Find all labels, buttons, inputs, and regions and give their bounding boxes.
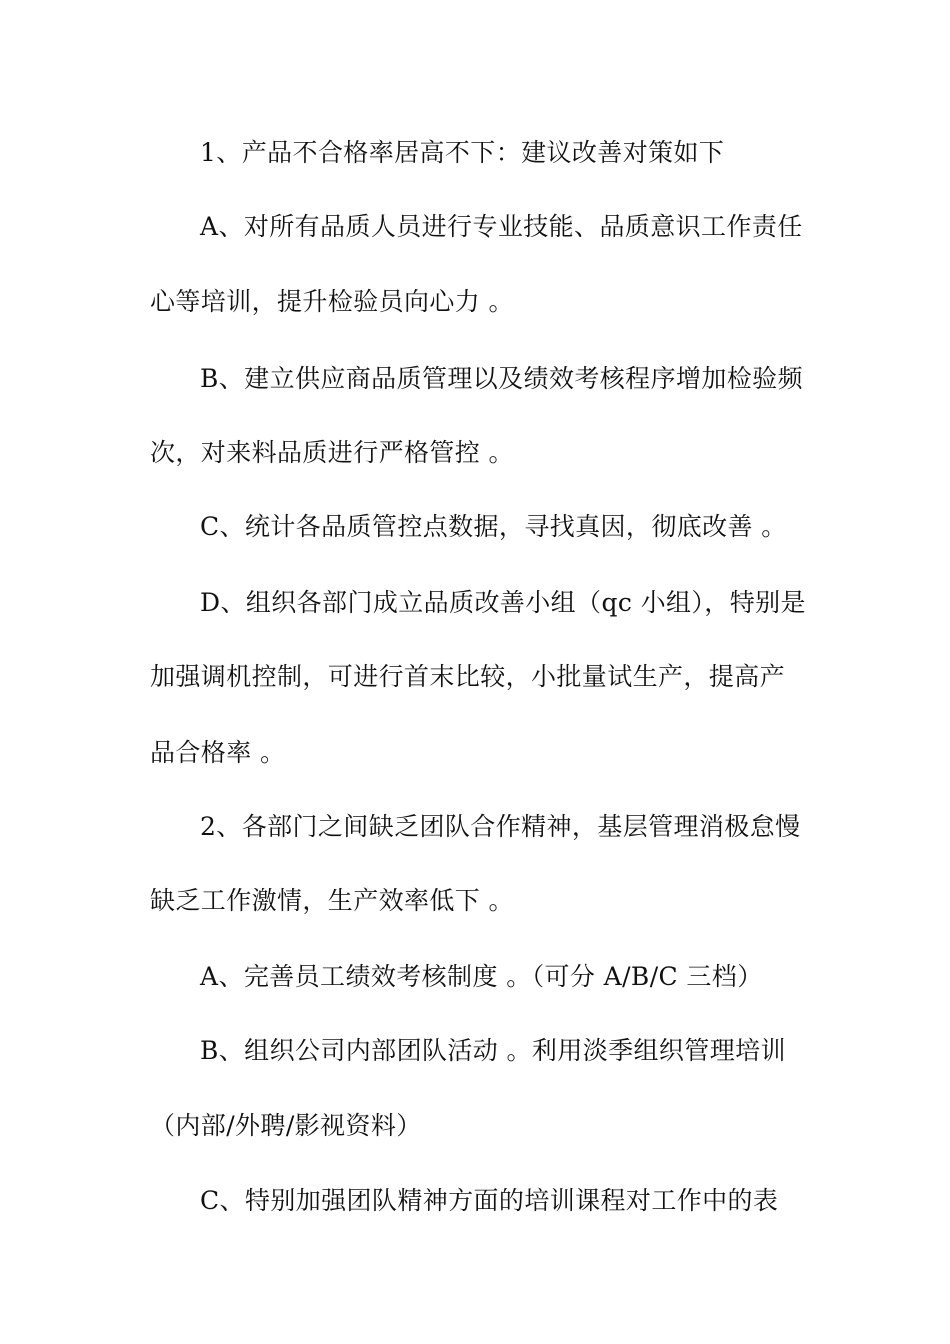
paragraph-line: 加强调机控制，可进行首末比较，小批量试生产，提高产 (150, 662, 786, 691)
paragraph-line: B、组织公司内部团队活动 。利用淡季组织管理培训 (200, 1036, 786, 1065)
paragraph-line: 次，对来料品质进行严格管控 。 (150, 438, 514, 467)
heading-issue-1: 1、产品不合格率居高不下：建议改善对策如下 (200, 138, 725, 167)
paragraph-line: A、完善员工绩效考核制度 。（可分 A/B/C 三档） (200, 962, 763, 991)
paragraph-line: D、组织各部门成立品质改善小组（qc 小组），特别是 (200, 588, 806, 617)
paragraph-line: 品合格率 。 (150, 738, 286, 767)
paragraph-line: （内部/外聘/影视资料） (150, 1111, 422, 1140)
paragraph-line: 心等培训，提升检验员向心力 。 (150, 287, 514, 316)
heading-issue-2: 2、各部门之间缺乏团队合作精神，基层管理消极怠慢 (200, 812, 801, 841)
paragraph-line: C、统计各品质管控点数据，寻找真因，彻底改善 。 (200, 512, 787, 541)
paragraph-line: 缺乏工作激情，生产效率低下 。 (150, 886, 514, 915)
paragraph-line: B、建立供应商品质管理以及绩效考核程序增加检验频 (200, 364, 803, 393)
paragraph-line: A、对所有品质人员进行专业技能、品质意识工作责任 (200, 212, 803, 241)
paragraph-line: C、特别加强团队精神方面的培训课程对工作中的表 (200, 1186, 779, 1215)
